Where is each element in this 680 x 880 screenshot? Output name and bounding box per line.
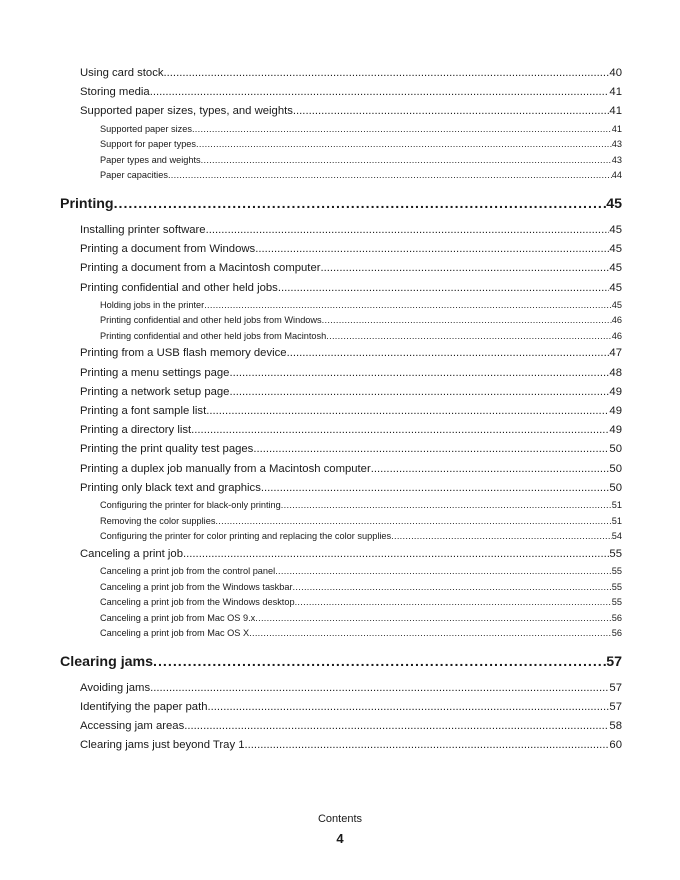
toc-entry-title: Printing only black text and graphics xyxy=(80,481,261,494)
toc-entry-page: 45 xyxy=(609,243,622,256)
toc-entry-title: Installing printer software xyxy=(80,223,206,236)
toc-section-entry[interactable] xyxy=(80,221,622,240)
toc-entry-title: Printing a document from a Macintosh computer xyxy=(80,262,321,275)
dot-leader xyxy=(196,137,612,153)
dot-leader xyxy=(287,344,610,363)
toc-section-entry[interactable] xyxy=(80,240,622,259)
toc-entry-page: 50 xyxy=(609,443,622,456)
toc-entry-title: Printing a document from Windows xyxy=(80,243,256,256)
dot-leader xyxy=(275,564,612,580)
toc-subsection-entry[interactable] xyxy=(100,514,622,530)
toc-entry-page: 56 xyxy=(611,612,622,623)
toc-entry-title: Canceling a print job from the control panel xyxy=(100,565,276,576)
toc-entry-title: Printing a duplex job manually from a Macintosh computer xyxy=(80,462,371,475)
dot-leader xyxy=(281,498,612,514)
toc-entry-page: 50 xyxy=(609,481,622,494)
toc-entry-title: Printing the print quality test pages xyxy=(80,443,254,456)
toc-entry-page: 56 xyxy=(611,628,622,639)
toc-entry-page: 48 xyxy=(609,366,622,379)
toc-section-entry[interactable] xyxy=(80,440,622,459)
toc-section-entry[interactable] xyxy=(80,679,622,698)
toc-subsection-entry[interactable] xyxy=(100,498,622,514)
toc-subsection-entry[interactable] xyxy=(100,313,622,329)
dot-leader xyxy=(295,595,612,611)
toc-entry-title: Printing a menu settings page xyxy=(80,366,230,379)
toc-entry-title: Removing the color supplies xyxy=(100,515,216,526)
toc-section-entry[interactable] xyxy=(80,364,622,383)
toc-entry-page: 49 xyxy=(609,385,622,398)
toc-entry-title: Using card stock xyxy=(80,67,164,79)
toc-entry-page: 40 xyxy=(609,67,622,79)
toc-entry-title: Avoiding jams xyxy=(80,681,151,694)
toc-entry-title: Clearing jams xyxy=(60,653,154,670)
toc-entry-page: 49 xyxy=(609,405,622,418)
toc-section-entry[interactable] xyxy=(80,545,622,564)
toc-subsection-entry[interactable] xyxy=(100,580,622,596)
toc-section-entry[interactable] xyxy=(80,279,622,298)
toc-entry-title: Supported paper sizes xyxy=(100,123,192,134)
toc-entry-title: Identifying the paper path xyxy=(80,701,208,714)
dot-leader xyxy=(278,279,610,298)
toc-entry-title: Paper types and weights xyxy=(100,154,201,165)
dot-leader xyxy=(320,259,609,278)
toc-entry-page: 57 xyxy=(609,681,622,694)
toc-section-entry[interactable] xyxy=(80,64,622,83)
toc-entry-title: Storing media xyxy=(80,86,150,99)
toc-entry-page: 55 xyxy=(611,581,622,592)
toc-entry-title: Accessing jam areas xyxy=(80,720,185,733)
toc-section-entry[interactable] xyxy=(80,259,622,278)
toc-entry-page: 47 xyxy=(609,347,622,360)
toc-entry-title: Canceling a print job from Mac OS X xyxy=(100,628,250,639)
dot-leader xyxy=(326,329,612,345)
toc-subsection-entry[interactable] xyxy=(100,529,622,545)
dot-leader xyxy=(184,717,609,736)
dot-leader xyxy=(192,122,612,138)
dot-leader xyxy=(114,194,607,214)
toc-entry-page: 55 xyxy=(611,565,622,576)
toc-subsection-entry[interactable] xyxy=(100,564,622,580)
dot-leader xyxy=(249,626,612,642)
toc-section-entry[interactable] xyxy=(80,717,622,736)
toc-entry-page: 45 xyxy=(609,262,622,275)
toc-entry-title: Printing from a USB flash memory device xyxy=(80,347,287,360)
dot-leader xyxy=(150,83,610,102)
toc-subsection-entry[interactable] xyxy=(100,298,622,314)
toc-entry-page: 46 xyxy=(611,315,622,326)
toc-entry-title: Printing confidential and other held jobs from Macintosh xyxy=(100,330,327,341)
toc-entry-page: 41 xyxy=(611,123,622,134)
dot-leader xyxy=(201,153,612,169)
toc-entry-title: Printing xyxy=(60,195,114,212)
dot-leader xyxy=(255,611,612,627)
toc-entry-page: 43 xyxy=(611,139,622,150)
toc-subsection-entry[interactable] xyxy=(100,611,622,627)
footer-section-label: Contents xyxy=(317,813,363,825)
dot-leader xyxy=(206,221,610,240)
toc-entry-page: 43 xyxy=(611,154,622,165)
toc-section-entry[interactable] xyxy=(80,421,622,440)
toc-entry-page: 41 xyxy=(609,86,622,99)
dot-leader xyxy=(168,168,612,184)
toc-entry-title: Printing confidential and other held jobs from Windows xyxy=(100,315,322,326)
toc-entry-page: 51 xyxy=(611,499,622,510)
toc-entry-title: Printing a directory list xyxy=(80,424,192,437)
dot-leader xyxy=(204,298,612,314)
toc-entry-title: Clearing jams just beyond Tray 1 xyxy=(80,739,245,752)
toc-entry-page: 45 xyxy=(609,281,622,294)
toc-subsection-entry[interactable] xyxy=(100,595,622,611)
toc-entry-title: Configuring the printer for color printing and replacing the color supplies xyxy=(100,531,392,542)
dot-leader xyxy=(206,402,609,421)
dot-leader xyxy=(164,64,610,83)
toc-entry-page: 58 xyxy=(609,720,622,733)
dot-leader xyxy=(255,240,609,259)
toc-entry-page: 46 xyxy=(611,330,622,341)
toc-section-entry[interactable] xyxy=(80,102,622,121)
toc-entry-title: Supported paper sizes, types, and weights xyxy=(80,105,293,118)
toc-entry-page: 60 xyxy=(609,739,622,752)
dot-leader xyxy=(322,313,612,329)
toc-entry-page: 41 xyxy=(609,105,622,118)
dot-leader xyxy=(183,545,609,564)
toc-subsection-entry[interactable] xyxy=(100,153,622,169)
toc-entry-title: Paper capacities xyxy=(100,170,168,181)
dot-leader xyxy=(153,652,606,672)
toc-entry-page: 45 xyxy=(609,223,622,236)
dot-leader xyxy=(191,421,609,440)
toc-section-entry[interactable] xyxy=(80,383,622,402)
toc-entry-title: Configuring the printer for black-only printing xyxy=(100,499,281,510)
toc-subsection-entry[interactable] xyxy=(100,122,622,138)
footer-page-number: 4 xyxy=(336,831,344,846)
dot-leader xyxy=(229,383,609,402)
table-of-contents xyxy=(60,64,622,756)
toc-entry-page: 57 xyxy=(609,701,622,714)
toc-section-entry[interactable] xyxy=(80,460,622,479)
toc-subsection-entry[interactable] xyxy=(100,137,622,153)
toc-subsection-entry[interactable] xyxy=(100,329,622,345)
toc-entry-title: Canceling a print job xyxy=(80,547,183,560)
toc-entry-page: 50 xyxy=(609,462,622,475)
toc-entry-page: 55 xyxy=(611,597,622,608)
toc-entry-title: Canceling a print job from the Windows taskbar xyxy=(100,581,293,592)
toc-entry-title: Printing a network setup page xyxy=(80,385,230,398)
dot-leader xyxy=(293,102,610,121)
dot-leader xyxy=(293,580,612,596)
toc-chapter-entry[interactable] xyxy=(60,194,622,214)
toc-subsection-entry[interactable] xyxy=(100,626,622,642)
toc-section-entry[interactable] xyxy=(80,83,622,102)
toc-entry-page: 45 xyxy=(606,195,622,212)
toc-section-entry[interactable] xyxy=(80,479,622,498)
toc-entry-page: 55 xyxy=(609,547,622,560)
toc-entry-page: 57 xyxy=(606,653,622,670)
toc-chapter-entry[interactable] xyxy=(60,652,622,672)
toc-entry-title: Canceling a print job from Mac OS 9.x xyxy=(100,612,256,623)
toc-entry-page: 51 xyxy=(611,515,622,526)
toc-entry-page: 49 xyxy=(609,424,622,437)
toc-section-entry[interactable] xyxy=(80,698,622,717)
toc-entry-page: 44 xyxy=(611,170,622,181)
dot-leader xyxy=(391,529,612,545)
toc-entry-page: 45 xyxy=(611,299,622,310)
toc-section-entry[interactable] xyxy=(80,736,622,755)
dot-leader xyxy=(215,514,611,530)
toc-entry-title: Printing confidential and other held jobs xyxy=(80,281,278,294)
toc-entry-title: Canceling a print job from the Windows desktop xyxy=(100,597,295,608)
toc-entry-title: Support for paper types xyxy=(100,139,197,150)
toc-entry-page: 54 xyxy=(611,531,622,542)
toc-subsection-entry[interactable] xyxy=(100,168,622,184)
dot-leader xyxy=(253,440,609,459)
dot-leader xyxy=(371,460,610,479)
toc-section-entry[interactable] xyxy=(80,344,622,363)
toc-entry-title: Holding jobs in the printer xyxy=(100,299,205,310)
dot-leader xyxy=(150,679,609,698)
toc-section-entry[interactable] xyxy=(80,402,622,421)
toc-entry-title: Printing a font sample list xyxy=(80,405,207,418)
dot-leader xyxy=(229,364,609,383)
dot-leader xyxy=(261,479,610,498)
dot-leader xyxy=(208,698,610,717)
dot-leader xyxy=(245,736,610,755)
